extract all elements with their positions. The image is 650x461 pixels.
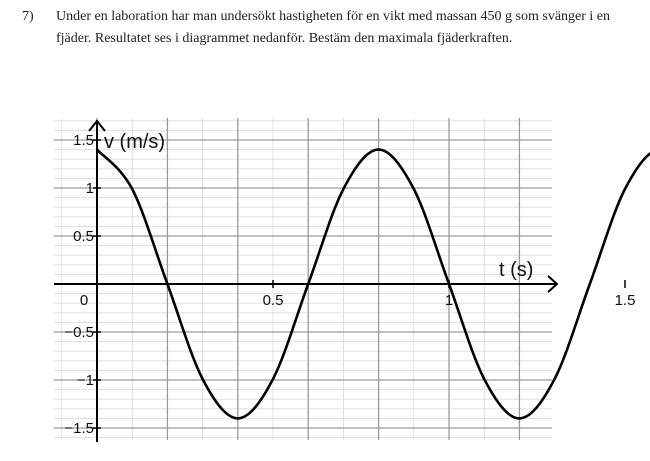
y-axis-label: v (m/s) [104,131,166,153]
x-tick-label: 1.5 [614,292,636,309]
x-axis-label: t (s) [499,259,534,281]
y-tick-label: −1 [76,372,94,389]
grid-major [54,118,552,440]
y-tick-label: 1 [85,180,94,197]
problem-number: 7) [22,9,34,24]
y-tick-label: 1.5 [73,132,94,149]
x-tick-label: 0 [79,292,89,309]
y-tick-label: −0.5 [64,324,94,341]
x-tick-label: 0.5 [262,292,284,309]
grid-minor [54,118,552,440]
problem-text: Under en laboration har man undersökt hastigheten för en vikt med massan 450 g som svänger i en fjäder. Resultatet ses i diagrammet nedanför. Bestäm den maximala fjäderkraften. [56,9,611,46]
y-tick-label: −1.5 [64,420,94,437]
y-tick-label: 0.5 [73,228,94,245]
x-tick-label: 1 [444,292,454,309]
